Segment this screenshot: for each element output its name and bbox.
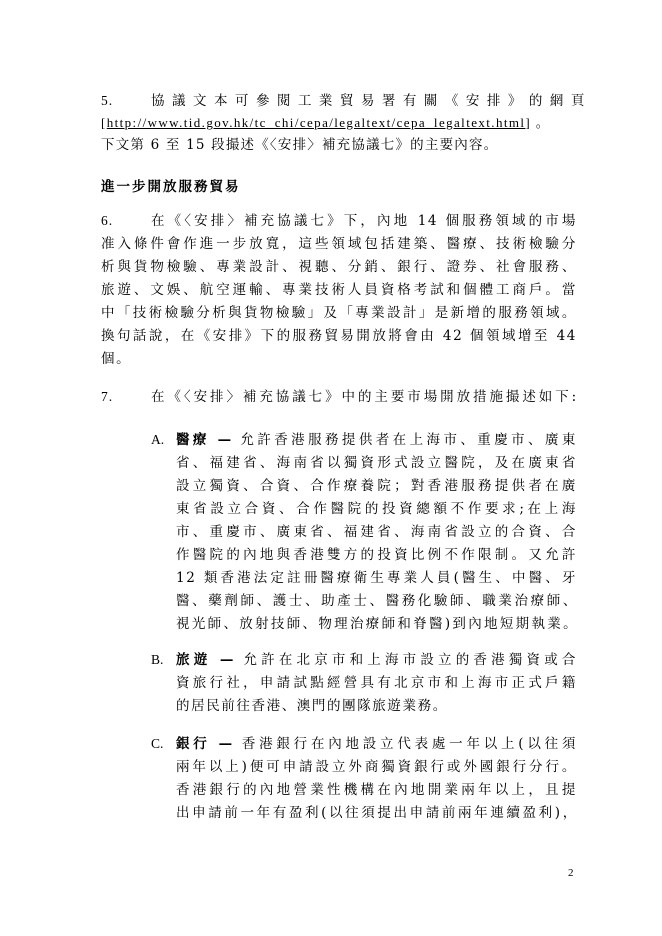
itemC-title: 銀行 [176,736,211,752]
itemC-text1: 香港銀行在內地設立代表處一年以上(以往須 [241,736,577,752]
itemA-text1: 允許香港服務提供者在上海市、重慶市、廣東 [240,432,577,448]
para5-link-open: [ [101,115,107,130]
para6-line2: 准入條件會作進一步放寬，這些領域包括建築、醫療、技術檢驗分 [101,236,577,252]
para6-line7: 個。 [101,351,132,367]
itemB-label: B. [151,652,164,667]
itemA-title: 醫療 [176,432,210,448]
page-number: 2 [568,867,574,879]
itemA-line5: 市、重慶市、廣東省、福建省、海南省設立的合資、合 [176,524,577,540]
itemC-line3: 香港銀行的內地營業性機構在內地開業兩年以上，且提 [176,782,577,798]
itemA-line6: 作醫院的內地與香港雙方的投資比例不作限制。又允許 [176,547,577,563]
itemC-label: C. [151,736,164,751]
cepa-legaltext-link[interactable]: http://www.tid.gov.hk/tc_chi/cepa/legaltext/cepa_legaltext.html [106,115,526,130]
itemB-line3: 的居民前往香港、澳門的團隊旅遊業務。 [176,698,448,714]
para6-number: 6. [101,213,114,228]
itemA-line4: 東省設立合資、合作醫院的投資總額不作要求;在上海 [176,501,577,517]
para6-line5: 中「技術檢驗分析與貨物檢驗」及「專業設計」是新增的服務領域。 [101,305,577,321]
itemB-text1: 允許在北京市和上海市設立的香港獨資或合 [243,652,577,668]
itemA-line8: 醫、藥劑師、護士、助產士、醫務化驗師、職業治療師、 [176,593,577,609]
itemA-line3: 設立獨資、合資、合作療養院；對香港服務提供者在廣 [176,478,577,494]
itemB-dash: — [219,652,235,668]
itemA-line2: 省、福建省、海南省以獨資形式設立醫院，及在廣東省 [176,455,577,471]
itemC-line2: 兩年以上)便可申請設立外商獨資銀行或外國銀行分行。 [176,759,577,775]
itemB-line1 [176,651,577,669]
itemA-dash: — [217,432,233,448]
para5-line1: 協 議 文 本 可 參 閱 工 業 貿 易 署 有 關 《 安 排 》 的 網 頁 [151,93,586,109]
itemC-line1 [176,735,577,753]
para6-line3: 析與貨物檢驗、專業設計、視聽、分銷、銀行、證券、社會服務、 [101,259,577,275]
itemA-line7: 12 類香港法定註冊醫療衛生專業人員(醫生、中醫、牙 [176,570,577,586]
para6-line6: 換句話說，在《安排》下的服務貿易開放將會由 42 個領域增至 44 [101,328,577,344]
itemB-line2: 資旅行社，申請試點經營具有北京市和上海市正式戶籍 [176,675,577,691]
para5-line3: 下文第 6 至 15 段撮述《〈安排〉補充協議七》的主要內容。 [101,137,499,153]
para5-number: 5. [101,93,114,108]
itemA-label: A. [151,432,165,447]
para7-number: 7. [101,389,114,404]
para7-line1: 在《〈安排〉補充協議七》中的主要市場開放措施撮述如下: [151,389,577,405]
itemA-line1 [176,431,577,449]
para5-link-close: ] 。 [525,115,551,130]
para6-line1: 在《〈安排〉補充協議七》下，內地 14 個服務領域的市場 [151,213,577,229]
section-heading: 進一步開放服務貿易 [101,179,241,195]
para5-line2 [101,114,577,132]
itemB-title: 旅遊 [176,652,212,668]
itemA-line9: 視光師、放射技師、物理治療師和脊醫)到內地短期執業。 [176,616,577,632]
itemC-dash: — [218,736,234,752]
para6-line4: 旅遊、文娛、航空運輸、專業技術人員資格考試和個體工商戶。當 [101,282,577,298]
itemC-line4: 出申請前一年有盈利(以往須提出申請前兩年連續盈利)， [176,805,577,821]
